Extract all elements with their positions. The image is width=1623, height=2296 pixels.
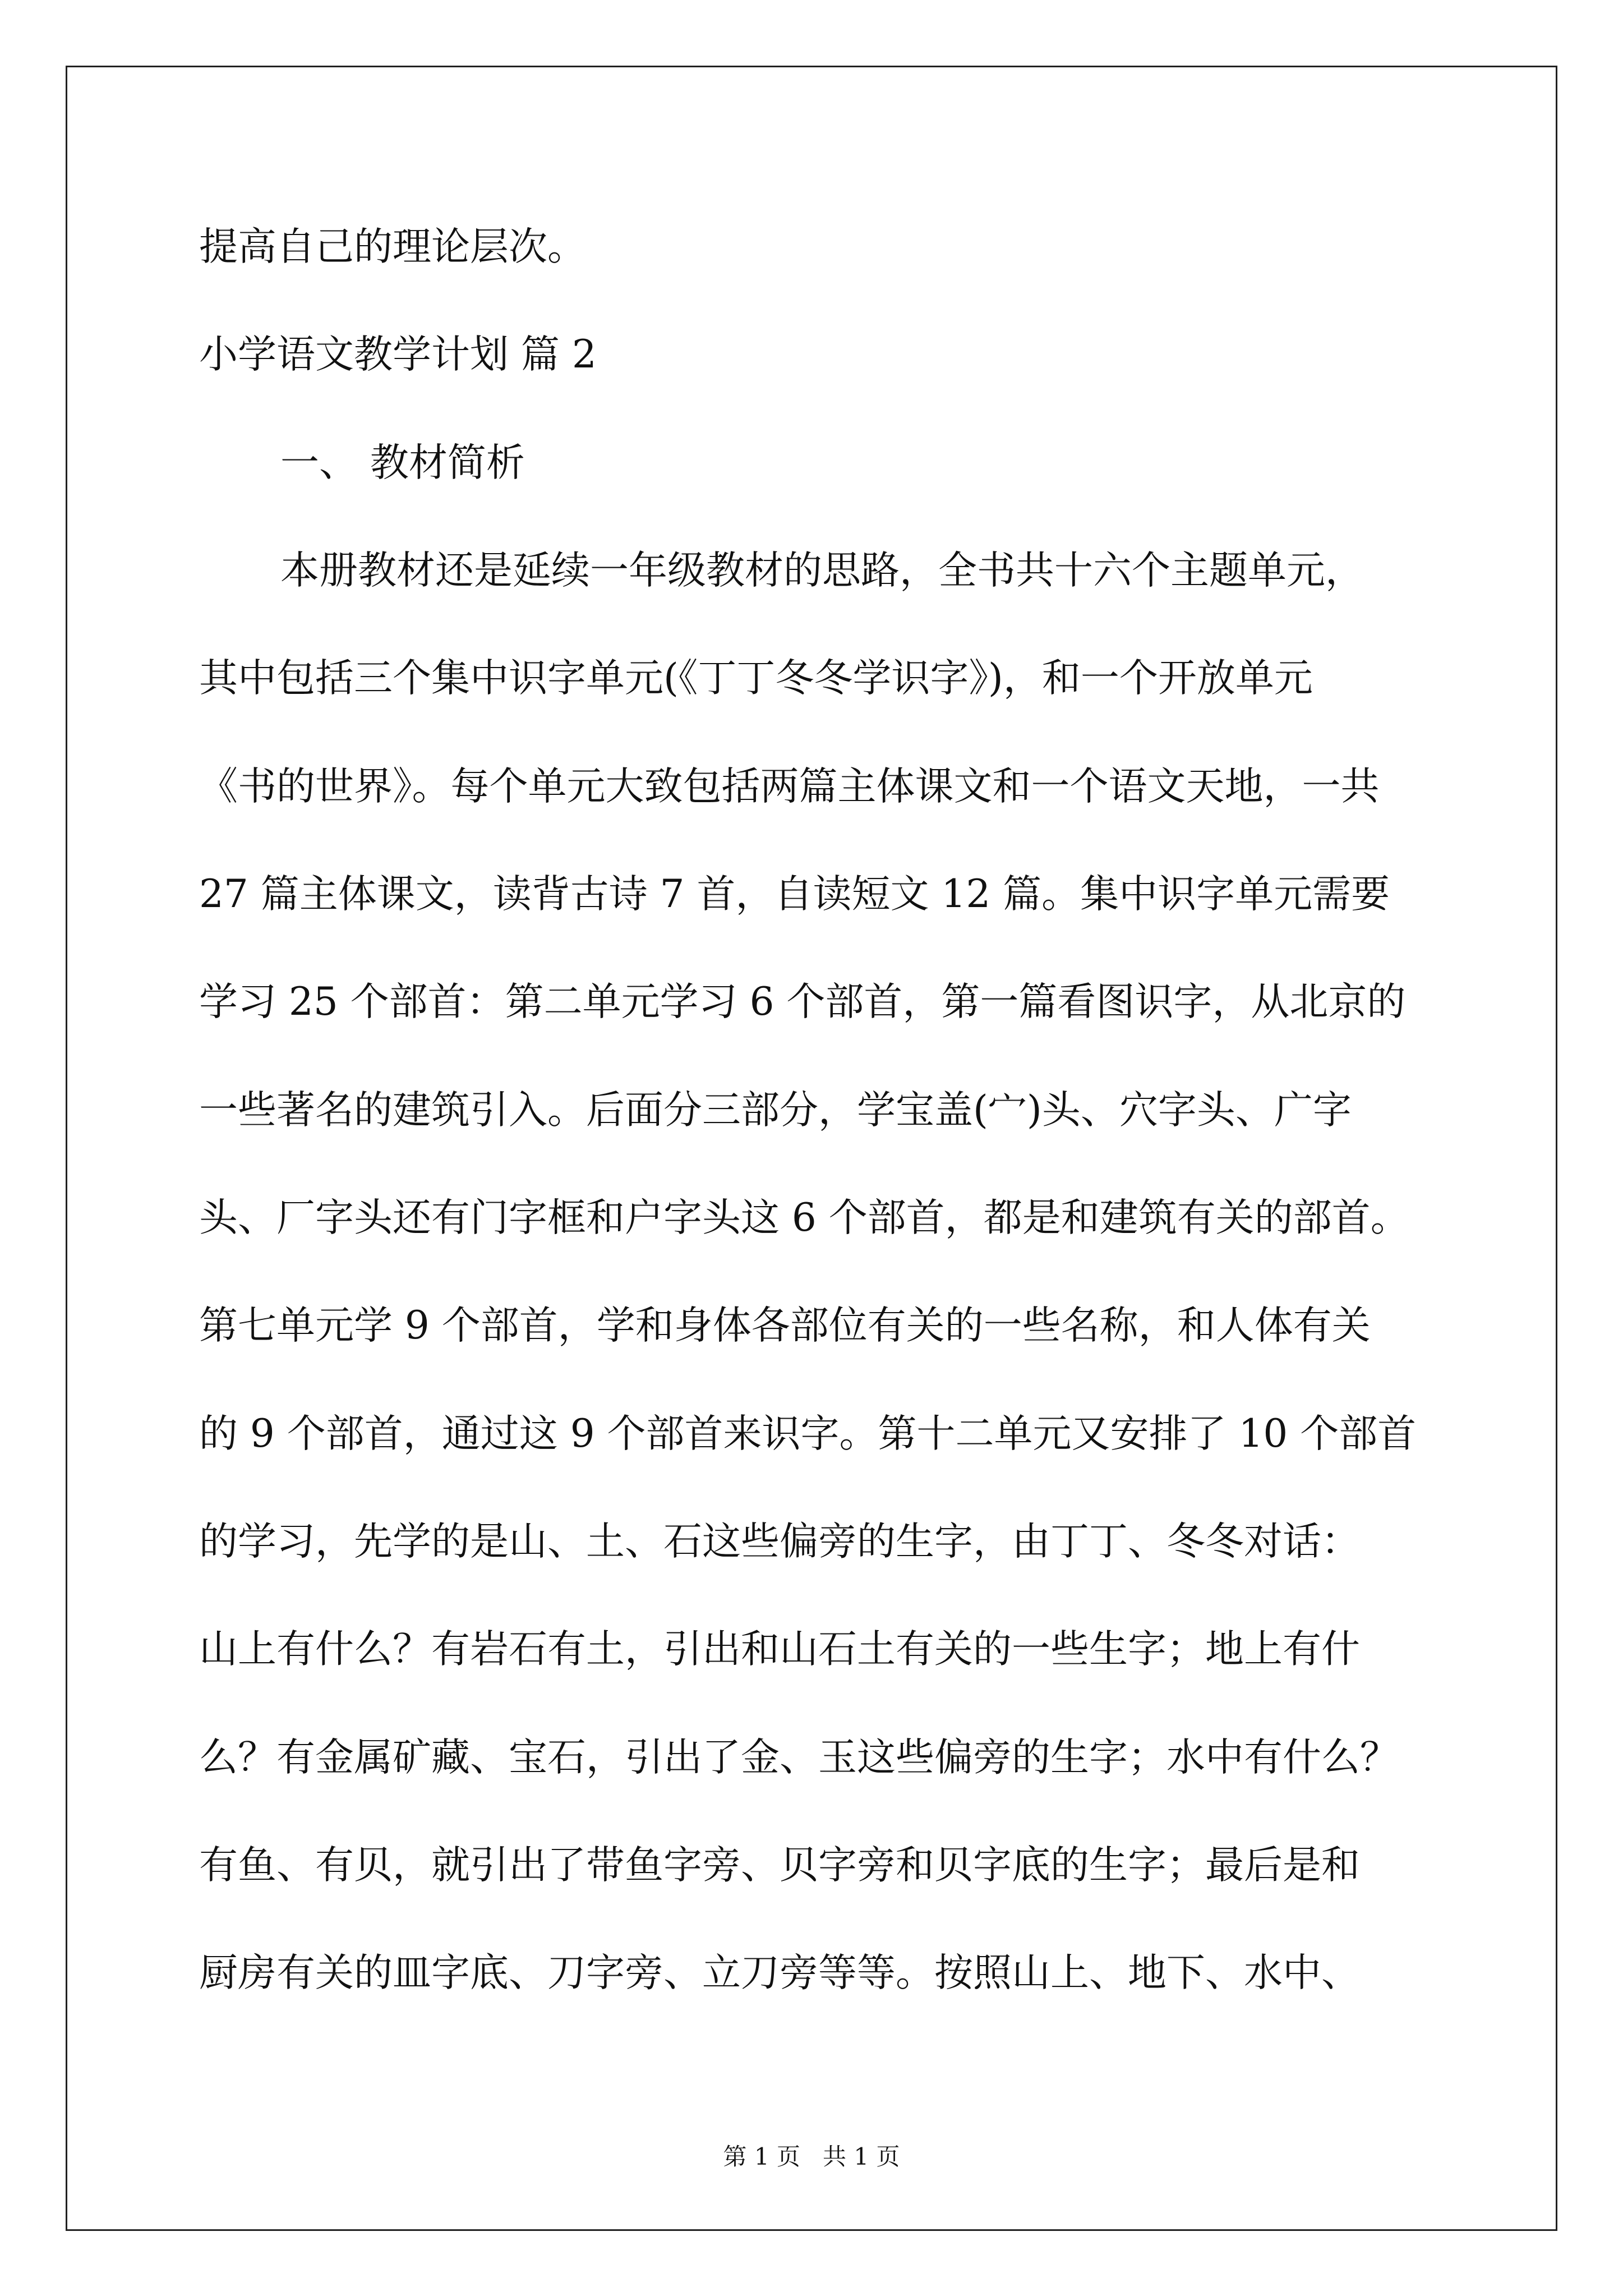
paragraph-line-7: 头、厂字头还有门字框和户字头这 6 个部首，都是和建筑有关的部首。	[199, 1195, 1409, 1240]
paragraph-line-2: 其中包括三个集中识字单元(《丁丁冬冬学识字》)，和一个开放单元	[199, 656, 1313, 701]
subsection-heading: 一、 教材简析	[280, 440, 525, 485]
page-footer: 第 1 页 共 1 页	[723, 2143, 900, 2170]
paragraph-line-11: 山上有什么？有岩石有土，引出和山石土有关的一些生字；地上有什	[199, 1627, 1360, 1672]
paragraph-line-5: 学习 25 个部首：第二单元学习 6 个部首，第一篇看图识字，从北京的	[199, 979, 1406, 1024]
paragraph-line-1: 本册教材还是延续一年级教材的思路，全书共十六个主题单元，	[280, 548, 1364, 593]
text-line-1: 提高自己的理论层次。	[199, 224, 586, 269]
page-border	[66, 66, 1557, 2231]
paragraph-line-8: 第七单元学 9 个部首，学和身体各部位有关的一些名称，和人体有关	[199, 1303, 1371, 1348]
paragraph-line-9: 的 9 个部首，通过这 9 个部首来识字。第十二单元又安排了 10 个部首	[199, 1411, 1417, 1456]
section-title: 小学语文教学计划 篇 2	[199, 332, 597, 377]
paragraph-line-13: 有鱼、有贝，就引出了带鱼字旁、贝字旁和贝字底的生字；最后是和	[199, 1843, 1360, 1888]
paragraph-line-4: 27 篇主体课文，读背古诗 7 首，自读短文 12 篇。集中识字单元需要	[199, 872, 1390, 917]
paragraph-line-12: 么？有金属矿藏、宝石，引出了金、玉这些偏旁的生字；水中有什么？	[199, 1735, 1399, 1780]
paragraph-line-3: 《书的世界》。每个单元大致包括两篇主体课文和一个语文天地，一共	[199, 764, 1380, 809]
paragraph-line-14: 厨房有关的皿字底、刀字旁、立刀旁等等。按照山上、地下、水中、	[199, 1950, 1360, 1995]
paragraph-line-10: 的学习，先学的是山、土、石这些偏旁的生字，由丁丁、冬冬对话：	[199, 1519, 1360, 1564]
paragraph-line-6: 一些著名的建筑引入。后面分三部分，学宝盖(宀)头、穴字头、广字	[199, 1088, 1352, 1133]
